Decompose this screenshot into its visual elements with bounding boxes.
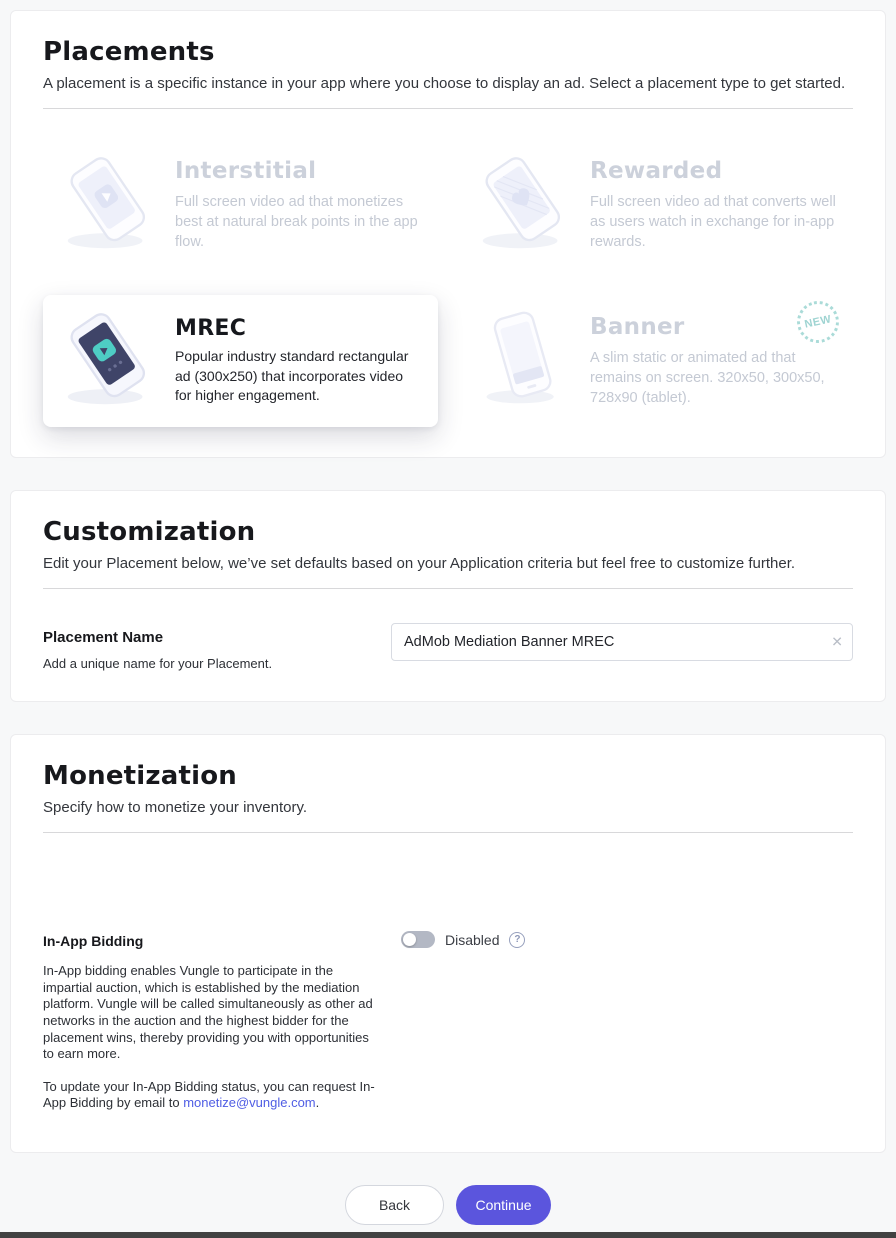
customization-card: [10, 490, 886, 702]
placement-grid: [43, 143, 853, 427]
in-app-bidding-label: In-App Bidding: [43, 933, 144, 949]
placement-name-input[interactable]: [391, 623, 853, 661]
clear-input-icon[interactable]: ✕: [831, 633, 843, 650]
in-app-bidding-toggle[interactable]: [401, 931, 435, 948]
in-app-bidding-row: [43, 933, 853, 1112]
monetization-subtitle: Specify how to monetize your inventory.: [43, 799, 308, 816]
divider: [43, 588, 853, 589]
placement-title: MREC: [175, 316, 247, 342]
email-link[interactable]: monetize@vungle.com: [183, 1095, 316, 1111]
placement-description: Full screen video ad that converts well as users watch in exchange for in-app rewards.: [590, 194, 836, 250]
in-app-bidding-description: In-App bidding enables Vungle to participate in the impartial auction, which is established by the mediation platform. Vungle will be called simultaneously as other ad networks in the auction and the highest bidder for the placement wins, thereby providing you with opportunities to earn more.: [43, 963, 373, 1062]
back-button[interactable]: Back: [345, 1185, 444, 1225]
phone-rewarded-icon: [466, 151, 578, 259]
placement-name-row: [43, 623, 853, 671]
placement-name-input-wrap: [391, 623, 853, 661]
phone-banner-icon: [466, 307, 578, 415]
placement-description: Popular industry standard rectangular ad (300x250) that incorporates video for higher engagement.: [175, 348, 409, 404]
monetization-card: [10, 734, 886, 1153]
placement-option-mrec[interactable]: [43, 295, 438, 427]
placement-name-label: Placement Name: [43, 629, 164, 646]
phone-interstitial-icon: [51, 151, 163, 259]
placement-description: A slim static or animated ad that remains on screen. 320x50, 300x50, 728x90 (tablet).: [590, 350, 825, 406]
bottom-bar: [0, 1232, 896, 1238]
placement-title: Banner: [590, 314, 685, 340]
continue-button[interactable]: Continue: [456, 1185, 551, 1225]
divider: [43, 832, 853, 833]
placement-description: Full screen video ad that monetizes best at natural break points in the app flow.: [175, 194, 418, 250]
placements-subtitle: A placement is a specific instance in your app where you choose to display an ad. Select a placement type to get started.: [43, 75, 846, 92]
footer-actions: [10, 1185, 886, 1225]
help-icon[interactable]: ?: [509, 932, 525, 948]
toggle-status-label: Disabled: [445, 931, 500, 948]
placement-title: Rewarded: [590, 158, 723, 184]
placements-card: [10, 10, 886, 458]
customization-title: Customization: [43, 517, 256, 547]
in-app-bidding-note: To update your In-App Bidding status, you can request In-App Bidding by email to monetize@vungle.com.: [43, 1078, 375, 1111]
divider: [43, 108, 853, 109]
placements-title: Placements: [43, 37, 215, 67]
monetization-title: Monetization: [43, 761, 238, 791]
placement-option-banner[interactable]: [458, 295, 853, 427]
customization-subtitle: Edit your Placement below, we’ve set defaults based on your Application criteria but feel free to customize further.: [43, 555, 796, 572]
new-badge: NEW: [793, 297, 843, 347]
phone-mrec-icon: [51, 307, 163, 415]
placement-name-help: Add a unique name for your Placement.: [43, 656, 273, 671]
placement-option-interstitial[interactable]: [43, 143, 438, 267]
placement-option-rewarded[interactable]: [458, 143, 853, 267]
placement-title: Interstitial: [175, 158, 317, 184]
